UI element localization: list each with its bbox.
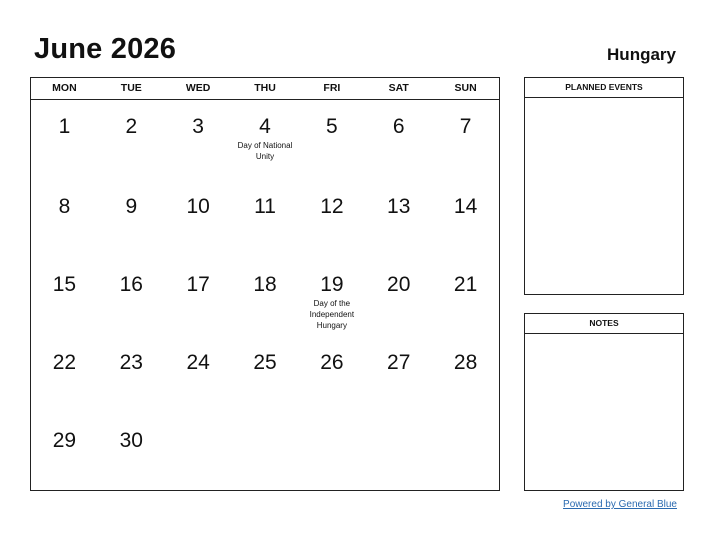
day-number: 18	[253, 273, 277, 296]
day-cell	[165, 258, 232, 336]
day-cell	[432, 414, 499, 492]
day-cell	[365, 336, 432, 414]
day-cell	[98, 336, 165, 414]
day-number: 17	[186, 273, 210, 296]
day-cell	[365, 100, 432, 180]
weekday-mon: MON	[52, 82, 77, 94]
weekday-tue: TUE	[120, 82, 142, 94]
day-number: 5	[326, 115, 338, 138]
week-row	[31, 258, 499, 336]
day-cell	[365, 180, 432, 258]
holiday-label: Day of National Unity	[237, 141, 293, 161]
day-number: 15	[52, 273, 77, 296]
day-cell	[432, 258, 499, 336]
powered-by-link[interactable]: Powered by General Blue	[563, 499, 677, 510]
weekday-sat: SAT	[388, 82, 409, 94]
day-number: 10	[186, 195, 210, 218]
day-cell	[165, 180, 232, 258]
day-number: 24	[186, 351, 210, 374]
day-number: 30	[119, 429, 143, 452]
day-cell	[165, 100, 232, 180]
weekday-thu: THU	[254, 82, 276, 94]
notes-title: NOTES	[525, 314, 683, 334]
day-cell	[432, 180, 499, 258]
day-cell	[232, 414, 299, 492]
day-cell	[31, 100, 98, 180]
day-cell	[232, 180, 299, 258]
country-label: Hungary	[607, 45, 676, 64]
weeks-container	[31, 100, 499, 492]
planned-events-title: PLANNED EVENTS	[525, 78, 683, 98]
day-number: 28	[453, 351, 478, 374]
day-cell	[31, 336, 98, 414]
day-number: 23	[119, 351, 143, 374]
day-number: 6	[392, 115, 405, 138]
day-number: 25	[253, 351, 277, 374]
day-cell	[31, 258, 98, 336]
planned-events-panel	[524, 77, 684, 295]
day-cell	[31, 414, 98, 492]
day-number: 8	[58, 195, 71, 218]
day-cell	[232, 100, 299, 180]
day-number: 3	[192, 115, 204, 138]
holiday-label: Day of the Independent Hungary	[309, 299, 355, 330]
day-cell	[432, 100, 499, 180]
day-cell	[298, 258, 365, 336]
day-cell	[432, 336, 499, 414]
day-cell	[31, 180, 98, 258]
day-number: 22	[52, 351, 77, 374]
day-cell	[298, 414, 365, 492]
day-cell	[365, 258, 432, 336]
day-number: 11	[254, 195, 276, 218]
day-cell	[232, 336, 299, 414]
week-row	[31, 414, 499, 492]
day-number: 9	[125, 195, 138, 218]
day-number: 16	[119, 273, 143, 296]
day-number: 21	[453, 273, 478, 296]
day-number: 4	[259, 115, 271, 138]
day-cell	[98, 180, 165, 258]
day-cell	[298, 336, 365, 414]
day-number: 20	[387, 273, 411, 296]
day-number: 2	[125, 115, 138, 138]
calendar-title: June 2026	[34, 33, 177, 65]
day-cell	[298, 180, 365, 258]
week-row	[31, 180, 499, 258]
day-cell	[165, 414, 232, 492]
weekday-header-row	[31, 78, 499, 100]
day-cell	[98, 100, 165, 180]
day-number: 29	[52, 429, 77, 452]
day-number: 7	[459, 115, 472, 138]
weekday-fri: FRI	[323, 82, 341, 94]
day-number: 13	[387, 195, 411, 218]
notes-panel	[524, 313, 684, 491]
week-row	[31, 336, 499, 414]
weekday-wed: WED	[185, 82, 211, 94]
day-cell	[365, 414, 432, 492]
day-number: 14	[453, 195, 478, 218]
day-cell	[165, 336, 232, 414]
day-cell	[298, 100, 365, 180]
day-cell	[98, 258, 165, 336]
day-cell	[98, 414, 165, 492]
day-number: 26	[320, 351, 344, 374]
day-cell	[232, 258, 299, 336]
day-number: 19	[320, 273, 344, 296]
day-number: 27	[387, 351, 411, 374]
day-number: 12	[320, 195, 344, 218]
weekday-sun: SUN	[454, 82, 477, 94]
day-number: 1	[58, 115, 71, 138]
calendar-grid	[30, 77, 500, 491]
week-row	[31, 100, 499, 180]
